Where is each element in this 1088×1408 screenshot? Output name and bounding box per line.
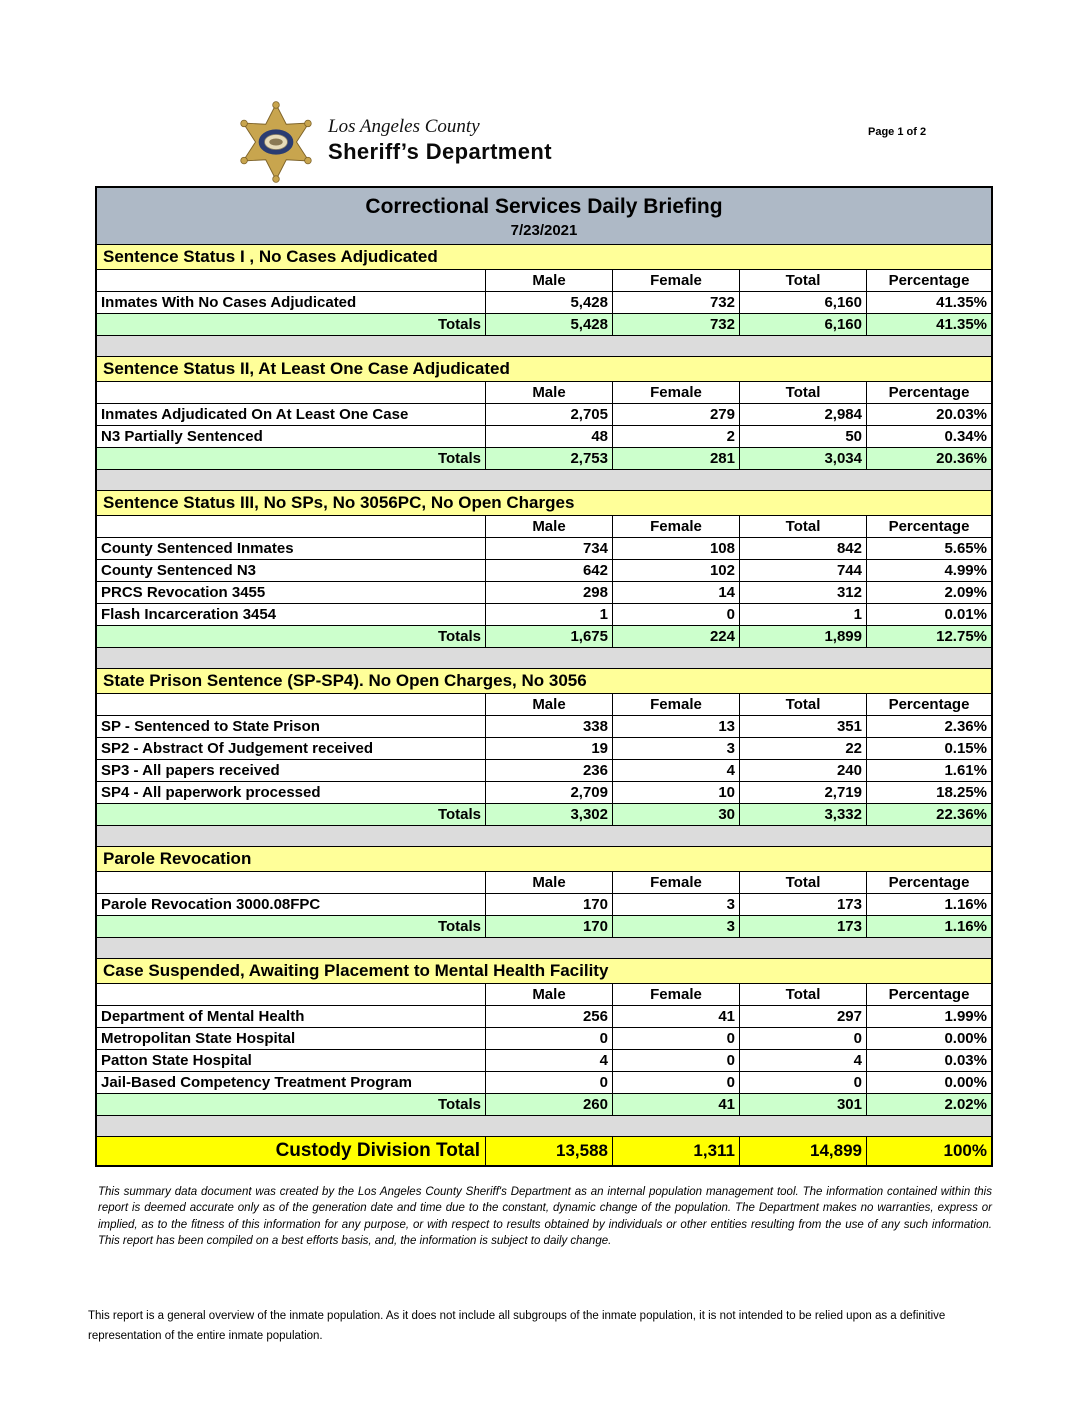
cell-percentage: 5.65% <box>867 537 991 559</box>
cell-female: 108 <box>613 537 740 559</box>
section-spacer-row <box>97 469 991 490</box>
cell-male: 2,705 <box>486 403 613 425</box>
row-label: Parole Revocation 3000.08FPC <box>97 893 486 915</box>
cell-male: 5,428 <box>486 291 613 313</box>
section-header-row <box>97 356 991 381</box>
table-row <box>97 759 991 781</box>
cell-total: 842 <box>740 537 867 559</box>
cell-male: 4 <box>486 1049 613 1071</box>
report-date: 7/23/2021 <box>510 222 578 239</box>
section-spacer <box>97 825 991 846</box>
totals-total: 3,034 <box>740 447 867 469</box>
totals-row <box>97 915 991 937</box>
column-header-row <box>97 269 991 291</box>
row-label: SP3 - All papers received <box>97 759 486 781</box>
cell-total: 0 <box>740 1071 867 1093</box>
column-header-row <box>97 693 991 715</box>
section-spacer <box>97 1115 991 1136</box>
table-row <box>97 715 991 737</box>
section-spacer <box>97 335 991 356</box>
cell-total: 297 <box>740 1005 867 1027</box>
cell-male: 0 <box>486 1071 613 1093</box>
column-header-row <box>97 381 991 403</box>
totals-row <box>97 447 991 469</box>
cell-total: 22 <box>740 737 867 759</box>
row-label: Inmates Adjudicated On At Least One Case <box>97 403 486 425</box>
totals-female: 732 <box>613 313 740 335</box>
column-header-male: Male <box>486 381 613 403</box>
section-header-row <box>97 490 991 515</box>
table-row <box>97 1027 991 1049</box>
report-title: Correctional Services Daily Briefing <box>365 195 723 218</box>
cell-female: 3 <box>613 737 740 759</box>
cell-total: 744 <box>740 559 867 581</box>
cell-female: 0 <box>613 603 740 625</box>
totals-total: 3,332 <box>740 803 867 825</box>
column-header-spacer <box>97 871 486 893</box>
row-label: Jail-Based Competency Treatment Program <box>97 1071 486 1093</box>
section-header-row <box>97 846 991 871</box>
title-band <box>97 188 991 244</box>
row-label: County Sentenced Inmates <box>97 537 486 559</box>
table-row <box>97 603 991 625</box>
grand-total-female: 1,311 <box>613 1136 740 1165</box>
logo-county-line: Los Angeles County <box>328 116 480 137</box>
totals-male: 170 <box>486 915 613 937</box>
row-label: Patton State Hospital <box>97 1049 486 1071</box>
totals-female: 3 <box>613 915 740 937</box>
section-spacer <box>97 937 991 958</box>
cell-total: 240 <box>740 759 867 781</box>
column-header-percentage: Percentage <box>867 515 991 537</box>
section-spacer <box>97 469 991 490</box>
sheriff-star-badge-icon <box>236 101 316 183</box>
section-title: Sentence Status II, At Least One Case Adjudicated <box>97 356 991 381</box>
column-header-percentage: Percentage <box>867 983 991 1005</box>
row-label: PRCS Revocation 3455 <box>97 581 486 603</box>
grand-total-row <box>97 1136 991 1165</box>
column-header-spacer <box>97 983 486 1005</box>
cell-female: 14 <box>613 581 740 603</box>
cell-female: 13 <box>613 715 740 737</box>
section-title: Sentence Status I , No Cases Adjudicated <box>97 244 991 269</box>
table-row <box>97 559 991 581</box>
daily-briefing-table <box>95 186 993 1167</box>
totals-female: 224 <box>613 625 740 647</box>
cell-male: 48 <box>486 425 613 447</box>
section-spacer-row <box>97 335 991 356</box>
totals-percentage: 12.75% <box>867 625 991 647</box>
row-label: Metropolitan State Hospital <box>97 1027 486 1049</box>
column-header-female: Female <box>613 269 740 291</box>
cell-female: 41 <box>613 1005 740 1027</box>
disclaimer-text: This summary data document was created by the Los Angeles County Sheriff's Department as an internal population management tool. The information contained within this report is deemed accurate only as of the generation date and time due to the constant, dynamic change of the population. The Department makes no warranties, express or implied, as to the fitness of this information for any purpose, or with respect to results obtained by individuals or other entities resulting from the use of any such information. This report has been compiled on a best efforts basis, and, the information is subject to daily change. <box>98 1186 992 1247</box>
section-title: Sentence Status III, No SPs, No 3056PC, No Open Charges <box>97 490 991 515</box>
section-spacer-row <box>97 937 991 958</box>
column-header-percentage: Percentage <box>867 693 991 715</box>
cell-percentage: 1.16% <box>867 893 991 915</box>
cell-female: 3 <box>613 893 740 915</box>
grand-total-male: 13,588 <box>486 1136 613 1165</box>
table-row <box>97 291 991 313</box>
column-header-total: Total <box>740 693 867 715</box>
cell-male: 734 <box>486 537 613 559</box>
column-header-total: Total <box>740 871 867 893</box>
table-row <box>97 537 991 559</box>
row-label: Flash Incarceration 3454 <box>97 603 486 625</box>
table-row <box>97 737 991 759</box>
totals-label: Totals <box>97 447 486 469</box>
totals-row <box>97 803 991 825</box>
column-header-female: Female <box>613 515 740 537</box>
totals-total: 6,160 <box>740 313 867 335</box>
column-header-female: Female <box>613 381 740 403</box>
brand-text <box>328 116 552 165</box>
section-title: State Prison Sentence (SP-SP4). No Open Charges, No 3056 <box>97 668 991 693</box>
column-header-total: Total <box>740 269 867 291</box>
column-header-male: Male <box>486 269 613 291</box>
table-row <box>97 893 991 915</box>
totals-percentage: 20.36% <box>867 447 991 469</box>
cell-female: 0 <box>613 1049 740 1071</box>
cell-total: 312 <box>740 581 867 603</box>
cell-male: 170 <box>486 893 613 915</box>
totals-label: Totals <box>97 915 486 937</box>
cell-male: 0 <box>486 1027 613 1049</box>
cell-male: 236 <box>486 759 613 781</box>
column-header-row <box>97 871 991 893</box>
cell-total: 6,160 <box>740 291 867 313</box>
row-label: Inmates With No Cases Adjudicated <box>97 291 486 313</box>
totals-total: 1,899 <box>740 625 867 647</box>
totals-male: 1,675 <box>486 625 613 647</box>
table-row <box>97 581 991 603</box>
column-header-male: Male <box>486 515 613 537</box>
cell-male: 1 <box>486 603 613 625</box>
cell-total: 4 <box>740 1049 867 1071</box>
column-header-female: Female <box>613 871 740 893</box>
cell-female: 0 <box>613 1071 740 1093</box>
cell-percentage: 1.99% <box>867 1005 991 1027</box>
cell-total: 50 <box>740 425 867 447</box>
column-header-total: Total <box>740 983 867 1005</box>
row-label: N3 Partially Sentenced <box>97 425 486 447</box>
totals-row <box>97 625 991 647</box>
totals-row <box>97 1093 991 1115</box>
section-spacer-row <box>97 825 991 846</box>
column-header-spacer <box>97 381 486 403</box>
totals-male: 5,428 <box>486 313 613 335</box>
cell-female: 0 <box>613 1027 740 1049</box>
cell-percentage: 0.15% <box>867 737 991 759</box>
cell-percentage: 4.99% <box>867 559 991 581</box>
sections-host <box>97 244 991 1136</box>
cell-male: 338 <box>486 715 613 737</box>
table-row <box>97 1071 991 1093</box>
totals-row <box>97 313 991 335</box>
cell-male: 19 <box>486 737 613 759</box>
cell-percentage: 1.61% <box>867 759 991 781</box>
row-label: SP4 - All paperwork processed <box>97 781 486 803</box>
cell-male: 298 <box>486 581 613 603</box>
column-header-male: Male <box>486 871 613 893</box>
column-header-percentage: Percentage <box>867 871 991 893</box>
section-header-row <box>97 958 991 983</box>
section-title: Parole Revocation <box>97 846 991 871</box>
cell-total: 2,984 <box>740 403 867 425</box>
cell-percentage: 20.03% <box>867 403 991 425</box>
totals-percentage: 1.16% <box>867 915 991 937</box>
cell-percentage: 18.25% <box>867 781 991 803</box>
totals-female: 41 <box>613 1093 740 1115</box>
cell-male: 642 <box>486 559 613 581</box>
cell-total: 0 <box>740 1027 867 1049</box>
totals-percentage: 41.35% <box>867 313 991 335</box>
totals-label: Totals <box>97 625 486 647</box>
cell-female: 4 <box>613 759 740 781</box>
totals-total: 301 <box>740 1093 867 1115</box>
cell-percentage: 0.03% <box>867 1049 991 1071</box>
column-header-spacer <box>97 269 486 291</box>
column-header-male: Male <box>486 983 613 1005</box>
logo-department-line: Sheriff’s Department <box>328 139 552 164</box>
cell-percentage: 2.09% <box>867 581 991 603</box>
row-label: County Sentenced N3 <box>97 559 486 581</box>
grand-total-percentage: 100% <box>867 1136 991 1165</box>
column-header-female: Female <box>613 983 740 1005</box>
cell-percentage: 0.00% <box>867 1027 991 1049</box>
totals-male: 260 <box>486 1093 613 1115</box>
cell-total: 2,719 <box>740 781 867 803</box>
table-row <box>97 425 991 447</box>
cell-female: 732 <box>613 291 740 313</box>
totals-percentage: 22.36% <box>867 803 991 825</box>
totals-percentage: 2.02% <box>867 1093 991 1115</box>
column-header-spacer <box>97 515 486 537</box>
cell-female: 2 <box>613 425 740 447</box>
cell-male: 256 <box>486 1005 613 1027</box>
page-indicator: Page 1 of 2 <box>868 126 927 138</box>
section-header-row <box>97 668 991 693</box>
section-spacer <box>97 647 991 668</box>
column-header-percentage: Percentage <box>867 381 991 403</box>
column-header-total: Total <box>740 515 867 537</box>
cell-total: 1 <box>740 603 867 625</box>
totals-total: 173 <box>740 915 867 937</box>
column-header-row <box>97 515 991 537</box>
column-header-female: Female <box>613 693 740 715</box>
totals-male: 3,302 <box>486 803 613 825</box>
section-spacer-row <box>97 1115 991 1136</box>
cell-female: 102 <box>613 559 740 581</box>
grand-total-label: Custody Division Total <box>97 1136 486 1165</box>
column-header-male: Male <box>486 693 613 715</box>
row-label: Department of Mental Health <box>97 1005 486 1027</box>
totals-female: 281 <box>613 447 740 469</box>
table-row <box>97 1049 991 1071</box>
totals-label: Totals <box>97 313 486 335</box>
cell-percentage: 0.01% <box>867 603 991 625</box>
section-title: Case Suspended, Awaiting Placement to Mental Health Facility <box>97 958 991 983</box>
table-row <box>97 403 991 425</box>
cell-female: 279 <box>613 403 740 425</box>
cell-percentage: 0.00% <box>867 1071 991 1093</box>
column-header-row <box>97 983 991 1005</box>
table-row <box>97 1005 991 1027</box>
row-label: SP2 - Abstract Of Judgement received <box>97 737 486 759</box>
cell-percentage: 2.36% <box>867 715 991 737</box>
row-label: SP - Sentenced to State Prison <box>97 715 486 737</box>
column-header-total: Total <box>740 381 867 403</box>
totals-label: Totals <box>97 803 486 825</box>
totals-label: Totals <box>97 1093 486 1115</box>
grand-total-total: 14,899 <box>740 1136 867 1165</box>
cell-total: 173 <box>740 893 867 915</box>
footnote-text: This report is a general overview of the inmate population. As it does not include all subgroups of the inmate population, it is not intended to be relied upon as a definitive representation of the entire inmate population. <box>88 1310 946 1343</box>
column-header-percentage: Percentage <box>867 269 991 291</box>
section-header-row <box>97 244 991 269</box>
totals-female: 30 <box>613 803 740 825</box>
column-header-spacer <box>97 693 486 715</box>
cell-percentage: 0.34% <box>867 425 991 447</box>
section-spacer-row <box>97 647 991 668</box>
table-row <box>97 781 991 803</box>
cell-percentage: 41.35% <box>867 291 991 313</box>
cell-total: 351 <box>740 715 867 737</box>
totals-male: 2,753 <box>486 447 613 469</box>
cell-male: 2,709 <box>486 781 613 803</box>
cell-female: 10 <box>613 781 740 803</box>
